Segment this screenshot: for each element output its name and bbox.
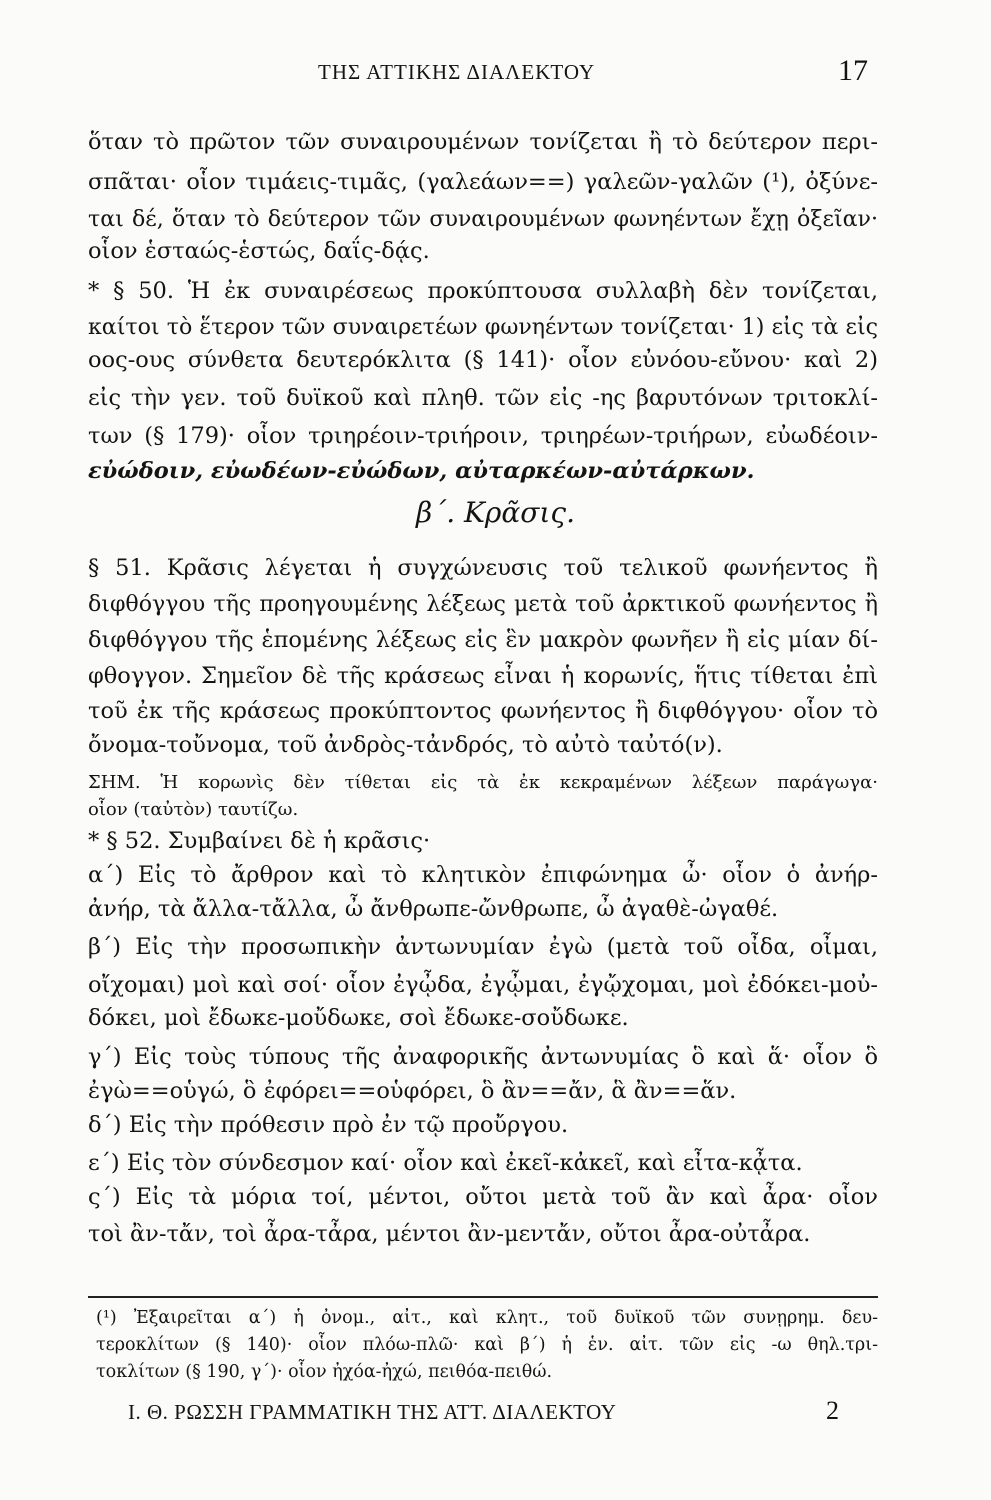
text-line: εἰς τὴν γεν. τοῦ δυϊκοῦ καὶ πληθ. τῶν εἰς -ης βαρυτόνων τριτοκλί- — [88, 385, 878, 411]
text-line: διφθόγγου τῆς ἑπομένης λέξεως εἰς ἓν μακρὸν φωνῆεν ἢ εἰς μίαν δί- — [88, 627, 878, 653]
text-line: φθογγον. Σημεῖον δὲ τῆς κράσεως εἶναι ἡ κορωνίς, ἥτις τίθεται ἐπὶ — [88, 663, 878, 689]
text-line: γ΄) Εἰς τοὺς τύπους τῆς ἀναφορικῆς ἀντωνυμίας ὃ καὶ ἅ· οἷον ὃ — [88, 1044, 878, 1070]
page-number: 17 — [838, 54, 868, 87]
text-line: ται δέ, ὅταν τὸ δεύτερον τῶν συναιρουμένων φωνηέντων ἔχῃ ὀξεῖαν· — [88, 206, 878, 232]
text-line: β΄) Εἰς τὴν προσωπικὴν ἀντωνυμίαν ἐγὼ (μετὰ τοῦ οἶδα, οἶμαι, — [88, 934, 878, 960]
running-header: ΤΗΣ ΑΤΤΙΚΗΣ ΔΙΑΛΕΚΤΟΥ — [318, 60, 596, 84]
text-line: οἴχομαι) μοὶ καὶ σοί· οἷον ἐγᾦδα, ἐγᾦμαι, ἐγᾤχομαι, μοὶ ἐδόκει-μοὐ- — [88, 972, 878, 998]
section-title: β΄. Κρᾶσις. — [416, 496, 575, 529]
text-line: δ΄) Εἰς τὴν πρόθεσιν πρὸ ἐν τῷ προὔργου. — [88, 1112, 569, 1138]
text-line: τοὶ ἂν-τἄν, τοὶ ἆρα-τἆρα, μέντοι ἂν-μεντἄν, οὔτοι ἆρα-οὐτἆρα. — [88, 1221, 811, 1247]
text-line: δόκει, μοὶ ἔδωκε-μοὔδωκε, σοὶ ἔδωκε-σοὔδωκε. — [88, 1005, 629, 1031]
footnote-line: τοκλίτων (§ 190, γ΄)· οἷον ἠχόα-ἠχώ, πειθόα-πειθώ. — [96, 1362, 553, 1382]
signature-mark: 2 — [826, 1396, 839, 1425]
text-line: ὄνομα-τοὔνομα, τοῦ ἀνδρὸς-τἀνδρός, τὸ αὐτὸ ταὐτό(ν). — [88, 732, 723, 758]
text-line: ἀνήρ, τὰ ἄλλα-τἄλλα, ὦ ἄνθρωπε-ὤνθρωπε, ὦ ἀγαθὲ-ὠγαθέ. — [88, 896, 779, 922]
text-line: τοῦ ἐκ τῆς κράσεως προκύπτοντος φωνήεντος ἢ διφθόγγου· οἷον τὸ — [88, 698, 878, 724]
text-line: α΄) Εἰς τὸ ἄρθρον καὶ τὸ κλητικὸν ἐπιφώνημα ὦ· οἷον ὁ ἀνήρ- — [88, 862, 878, 888]
text-line: ς΄) Εἰς τὰ μόρια τοί, μέντοι, οὔτοι μετὰ τοῦ ἂν καὶ ἆρα· οἷον — [88, 1184, 878, 1210]
text-line: οος-ους σύνθετα δευτερόκλιτα (§ 141)· οἷον εὐνόου-εὔνου· καὶ 2) — [88, 347, 878, 373]
text-line: § 51. Κρᾶσις λέγεται ἡ συγχώνευσις τοῦ τελικοῦ φωνήεντος ἢ — [88, 555, 878, 581]
text-line: ὅταν τὸ πρῶτον τῶν συναιρουμένων τονίζεται ἢ τὸ δεύτερον περι- — [88, 129, 878, 155]
text-line: των (§ 179)· οἷον τριηρέοιν-τριήροιν, τριηρέων-τριήρων, εὐωδέοιν- — [88, 423, 878, 449]
note-line: ΣΗΜ. Ἡ κορωνὶς δὲν τίθεται εἰς τὰ ἐκ κεκραμένων λέξεων παράγωγα· — [88, 772, 878, 793]
footnote-line: τεροκλίτων (§ 140)· οἷον πλόω-πλῶ· καὶ β΄) ἡ ἑν. αἰτ. τῶν εἰς -ω θηλ.τρι- — [96, 1335, 878, 1355]
text-line: καίτοι τὸ ἕτερον τῶν συναιρετέων φωνηέντων τονίζεται· 1) εἰς τὰ εἰς — [88, 314, 878, 340]
footnote-rule — [88, 1296, 878, 1298]
text-line: οἷον ἑσταώς-ἑστώς, δαΐς-δᾴς. — [88, 238, 430, 264]
text-line: σπᾶται· οἷον τιμάεις-τιμᾶς, (γαλεάων==) γαλεῶν-γαλῶν (¹), ὀξύνε- — [88, 169, 878, 195]
text-line: ἐγὼ==οὑγώ, ὃ ἐφόρει==οὑφόρει, ὃ ἂν==ἄν, ἃ ἂν==ἅν. — [88, 1078, 737, 1104]
text-line: ε΄) Εἰς τὸν σύνδεσμον καί· οἷον καὶ ἐκεῖ-κἀκεῖ, καὶ εἶτα-κᾆτα. — [88, 1150, 803, 1176]
text-line: * § 52. Συμβαίνει δὲ ἡ κρᾶσις· — [88, 828, 431, 854]
text-line: * § 50. Ἡ ἐκ συναιρέσεως προκύπτουσα συλλαβὴ δὲν τονίζεται, — [88, 278, 878, 304]
text-line: διφθόγγου τῆς προηγουμένης λέξεως μετὰ τοῦ ἀρκτικοῦ φωνήεντος ἢ — [88, 591, 878, 617]
footnote-line: (¹) Ἐξαιρεῖται α΄) ἡ ὀνομ., αἰτ., καὶ κλητ., τοῦ δυϊκοῦ τῶν συνῃρημ. δευ- — [96, 1308, 878, 1328]
text-line: εὐώδοιν, εὐωδέων-εὐώδων, αὐταρκέων-αὐτάρκων. — [88, 458, 755, 484]
note-line: οἷον (ταὐτὸν) ταυτίζω. — [88, 799, 299, 820]
book-footer: Ι. Θ. ΡΩΣΣΗ ΓΡΑΜΜΑΤΙΚΗ ΤΗΣ ΑΤΤ. ΔΙΑΛΕΚΤΟΥ — [128, 1400, 617, 1424]
